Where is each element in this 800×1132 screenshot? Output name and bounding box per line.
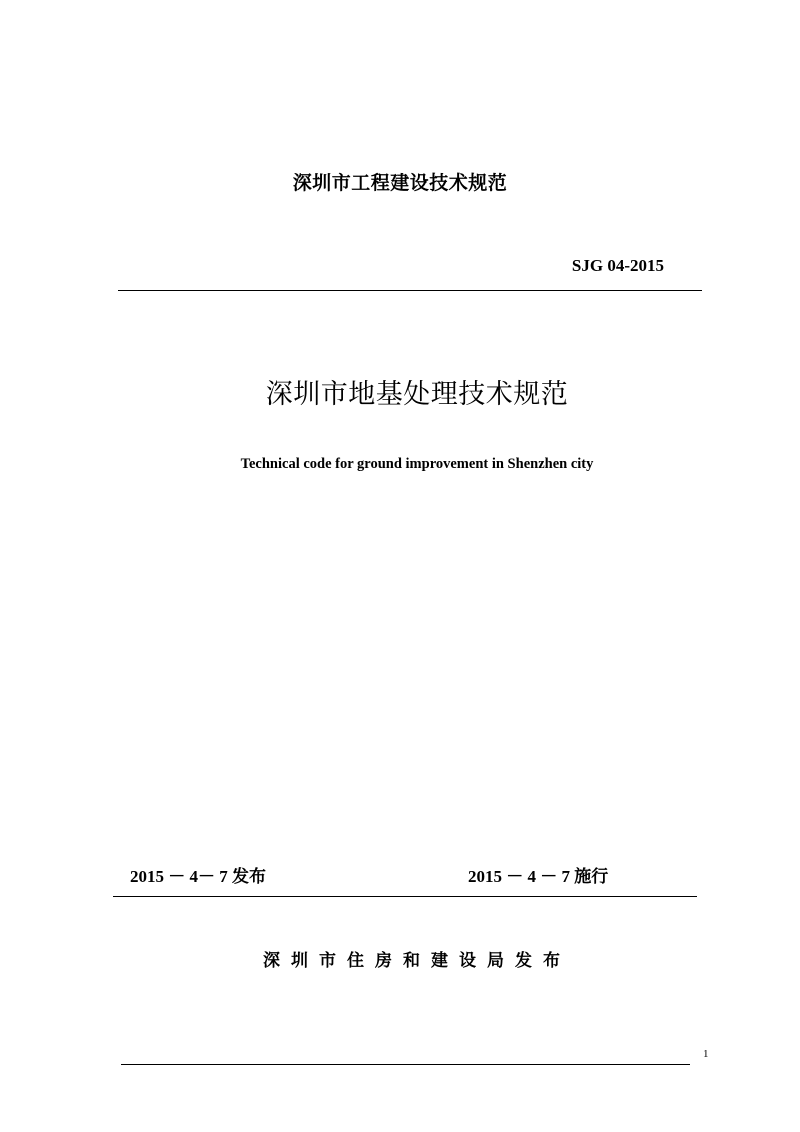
publisher: 深圳市住房和建设局发布 — [263, 951, 571, 971]
document-title: 深圳市地基处理技术规范 — [265, 379, 569, 410]
effective-date: 2015 － 4 － 7 施行 — [468, 867, 609, 886]
issue-date: 2015 － 4－ 7 发布 — [130, 867, 266, 886]
english-title: Technical code for ground improvement in Shenzhen city — [240, 456, 594, 472]
page-number: 1 — [703, 1048, 709, 1060]
dates-divider — [113, 896, 697, 897]
footer-divider — [121, 1064, 690, 1065]
standard-code-number: SJG 04-2015 — [571, 256, 664, 275]
series-title: 深圳市工程建设技术规范 — [292, 172, 508, 194]
header-divider — [118, 290, 702, 291]
